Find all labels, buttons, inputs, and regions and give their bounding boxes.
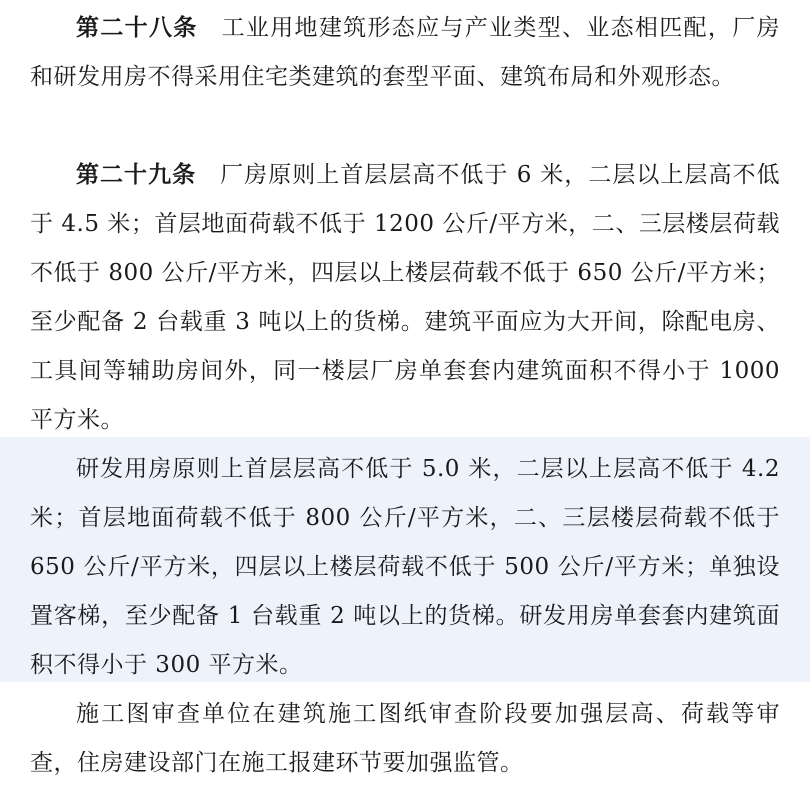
article-28-text: 工业用地建筑形态应与产业类型、业态相匹配，厂房和研发用房不得采用住宅类建筑的套型平面、建筑布局和外观形态。 — [30, 15, 781, 90]
article-28-paragraph — [30, 4, 780, 102]
review-paragraph: 施工图审查单位在建筑施工图纸审查阶段要加强层高、荷载等审查，住房建设部门在施工报建环节要加强监管。 — [30, 701, 780, 776]
rd-building-paragraph: 研发用房原则上首层层高不低于 5.0 米，二层以上层高不低于 4.2 米；首层地面荷载不低于 800 公斤/平方米，二、三层楼层荷载不低于 650 公斤/平方米，四层以上楼层荷载不低于 500 公斤/平方米；单独设置客梯，至少配备 1 台载重 2 吨以上的货梯。研发用房单套套内建筑面积不得小于 300 平方米。 — [30, 456, 780, 678]
article-29-text: 厂房原则上首层层高不低于 6 米，二层以上层高不低于 4.5 米；首层地面荷载不低于 1200 公斤/平方米，二、三层楼层荷载不低于 800 公斤/平方米，四层以上楼层荷载不低于 650 公斤/平方米；至少配备 2 台载重 3 吨以上的货梯。建筑平面应为大开间，除配电房、工具间等辅助房间外，同一楼层厂房单套套内建筑面积不得小于 1000 平方米。 — [30, 162, 780, 433]
article-29-label: 第二十九条 — [76, 162, 197, 188]
article-29-paragraph — [30, 151, 780, 445]
article-28-label: 第二十八条 — [76, 15, 198, 41]
